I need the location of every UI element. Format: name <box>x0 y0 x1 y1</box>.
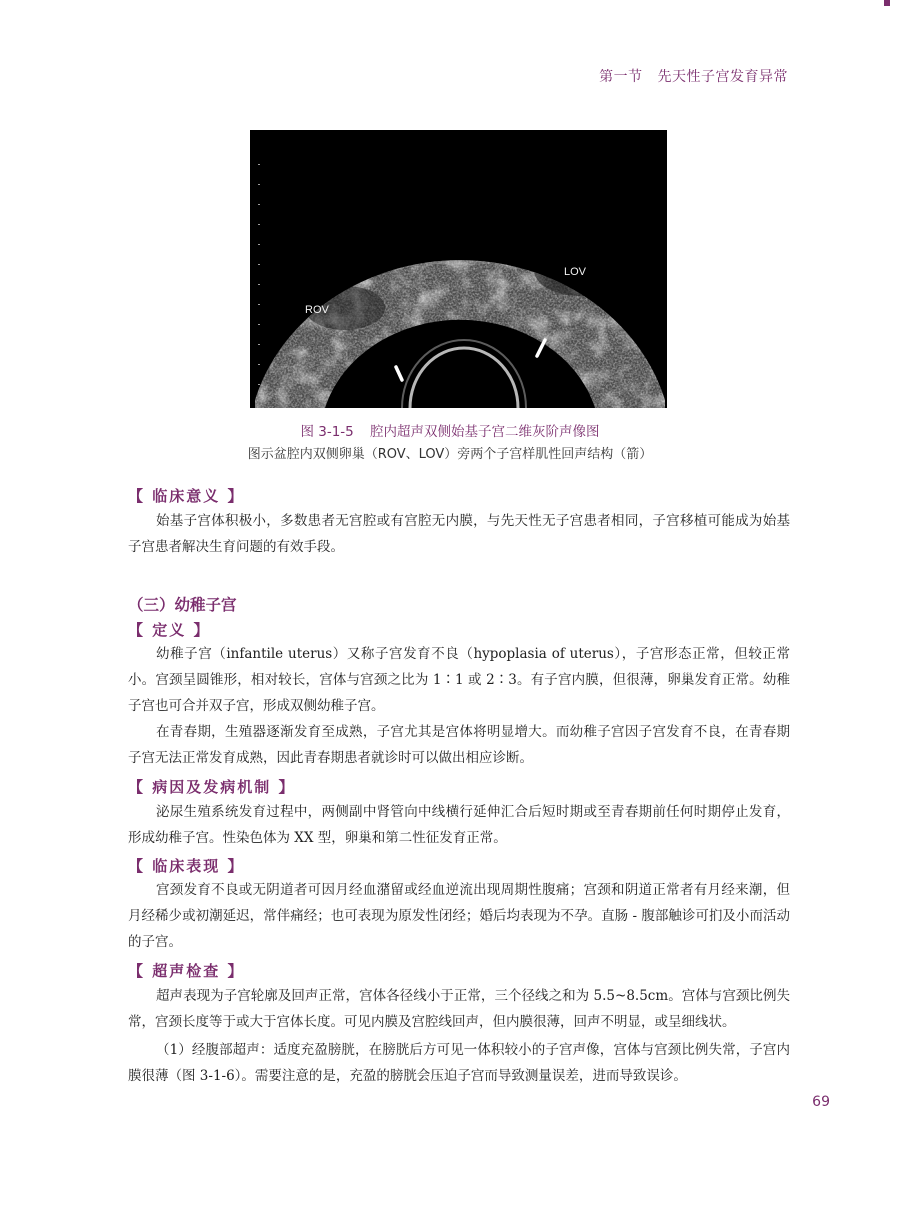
ultrasound-figure <box>250 130 667 408</box>
lov-label: LOV <box>564 266 587 278</box>
ultrasound-heading: 【 超声检查 】 <box>128 962 245 980</box>
etiology-heading: 【 病因及发病机制 】 <box>128 778 296 796</box>
ultrasound-paragraph-1: 超声表现为子宫轮廓及回声正常，宫体各径线小于正常，三个径线之和为 5.5~8.5cm。宫体与宫颈比例失常，宫颈长度等于或大于宫体长度。可见内膜及宫腔线回声，但内膜很薄，回声不明显，或呈细线状。 <box>128 988 790 1030</box>
header-title: 先天性子宫发育异常 <box>657 69 788 85</box>
presentation-heading: 【 临床表现 】 <box>128 857 245 875</box>
ultrasound-paragraph-2: （1）经腹部超声：适度充盈膀胱，在膀胱后方可见一体积较小的子宫声像，宫体与宫颈比例失常，子宫内膜很薄（图 3-1-6）。需要注意的是，充盈的膀胱会压迫子宫而导致测量误差，进而导致误诊。 <box>128 1042 790 1084</box>
ultrasound-image <box>250 130 667 408</box>
figure-caption-note: 图示盆腔内双侧卵巢（ROV、LOV）旁两个子宫样肌性回声结构（箭） <box>247 447 653 462</box>
corner-mark <box>884 0 890 6</box>
page-number: 69 <box>812 1094 830 1110</box>
etiology-paragraph: 泌尿生殖系统发育过程中，两侧副中肾管向中线横行延伸汇合后短时期或至青春期前任何时期停止发育，形成幼稚子宫。性染色体为 XX 型，卵巢和第二性征发育正常。 <box>128 804 790 846</box>
header-section: 第一节 <box>599 69 643 85</box>
definition-paragraph-1: 幼稚子宫（infantile uterus）又称子宫发育不良（hypoplasia of uterus），子宫形态正常，但较正常小。宫颈呈圆锥形，相对较长，宫体与宫颈之比为 1∶1 或 2∶3。有子宫内膜，但很薄，卵巢发育正常。幼稚子宫也可合并双子宫，形成双侧幼稚子宫。 <box>128 646 790 714</box>
presentation-paragraph: 宫颈发育不良或无阴道者可因月经血潴留或经血逆流出现周期性腹痛；宫颈和阴道正常者有月经来潮，但月经稀少或初潮延迟，常伴痛经；也可表现为原发性闭经；婚后均表现为不孕。直肠 - 腹部触诊可扪及小而活动的子宫。 <box>128 882 790 950</box>
running-header <box>599 66 788 86</box>
clinical-significance-heading: 【 临床意义 】 <box>128 487 245 505</box>
figure-caption-title <box>130 420 770 440</box>
figure-number: 图 3-1-5 <box>300 424 354 440</box>
clinical-significance-text: 始基子宫体积极小，多数患者无宫腔或有宫腔无内膜，与先天性无子宫患者相同，子宫移植可能成为始基子宫患者解决生育问题的有效手段。 <box>128 513 790 555</box>
figure-title: 腔内超声双侧始基子宫二维灰阶声像图 <box>370 424 600 440</box>
infantile-uterus-title: （三）幼稚子宫 <box>128 596 237 614</box>
definition-heading: 【 定义 】 <box>128 621 211 639</box>
rov-label: ROV <box>305 304 329 316</box>
definition-paragraph-2: 在青春期，生殖器逐渐发育至成熟，子宫尤其是宫体将明显增大。而幼稚子宫因子宫发育不良，在青春期子宫无法正常发育成熟，因此青春期患者就诊时可以做出相应诊断。 <box>128 724 790 766</box>
